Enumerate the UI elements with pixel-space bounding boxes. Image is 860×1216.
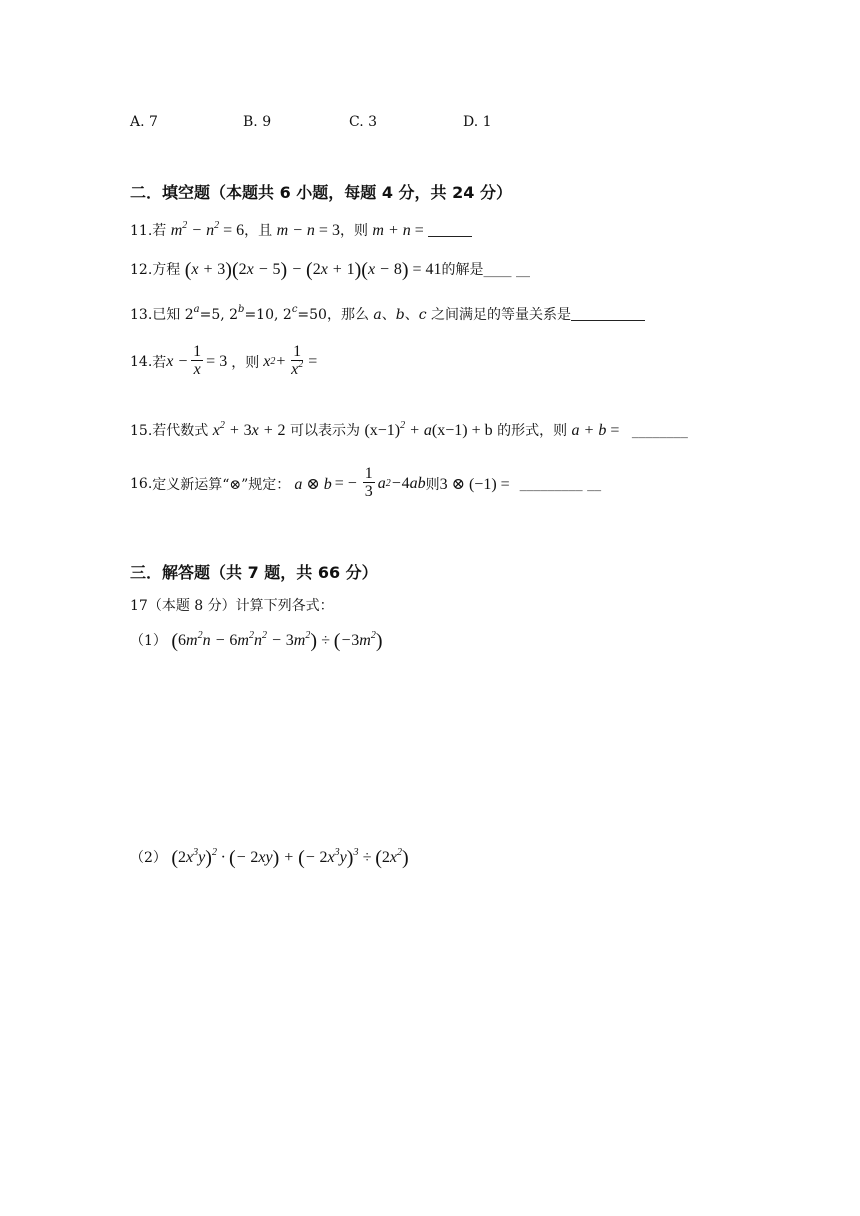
q15-answer-blank[interactable]: ________ (631, 423, 688, 439)
q11-eq1: $m^2 - n^2 = 6$ (170, 220, 245, 239)
q16-pre: 定义新运算“⊗”规定： (152, 476, 291, 493)
q15-pre: 若代数式 (152, 423, 209, 439)
q16-post: 则 (425, 476, 440, 493)
question-16 (130, 466, 601, 501)
q15-mid: 可以表示为 (289, 423, 360, 439)
section3-heading: 三．解答题（共 7 题，共 66 分） (130, 563, 378, 582)
q16-answer-blank[interactable]: _________ __ (519, 475, 602, 492)
q15-number: 15. (130, 423, 153, 439)
option-d: D. 1 (463, 114, 492, 130)
part2-expression: $(2x^3y)^2$ · (− 2xy) + (− $2x^3y)^3 \div (2x^2)$ (171, 847, 409, 869)
question-17-part1 (130, 630, 382, 653)
q11-eq3: m + n = (372, 222, 424, 239)
q15-post: 的形式，则 (497, 423, 568, 439)
q11-mid2: ，则 (339, 223, 368, 239)
q15-form: $(x-1)^2 + a(x-1) + b$ (364, 420, 493, 439)
q13-answer-blank[interactable] (571, 308, 645, 321)
q13-prefix: 13.已知 $2^a=5$, $2^b=10$, $2^c=50$ (130, 304, 327, 323)
q15-expression: $x^2 + 3x + 2$ (212, 420, 286, 439)
q11-number: 11. (130, 223, 153, 239)
q14-eq1: x − $\frac{1}{x}$ = 3 (166, 343, 228, 378)
q11-eq2: m − n = 3 (276, 222, 340, 239)
question-11 (130, 220, 472, 240)
q11-pre: 若 (152, 223, 167, 239)
option-a: A. 7 (130, 114, 158, 130)
q11-answer-blank[interactable] (428, 224, 472, 237)
q14-eq2: x 2 + $\frac{1}{x^2}$ = (263, 343, 318, 378)
q12-pre: 方程 (152, 262, 181, 278)
part2-label: （2） (130, 850, 167, 866)
q14-mid: ，则 (231, 354, 260, 371)
q12-number: 12. (130, 262, 153, 278)
option-b: B. 9 (243, 114, 272, 130)
question-17-intro: 17（本题 8 分）计算下列各式： (130, 598, 334, 614)
q12-post: 的解是 (441, 262, 484, 278)
q16-number: 16. (130, 475, 153, 492)
q11-mid1: ，且 (244, 223, 273, 239)
section2-heading: 二．填空题（本题共 6 小题，每题 4 分，共 24 分） (130, 183, 512, 202)
q12-equation: (x + 3)(2x − 5) − (2x + 1)(x − 8) = 41 (184, 259, 442, 281)
part1-expression: $(6m^2n - 6m^2n^2 - 3m^2) \div (-3m^2)$ (171, 630, 383, 652)
q16-definition: a ⊗ b = − $\frac{1}{3}$ a 2 − 4 ab (294, 465, 426, 500)
part1-label: （1） (130, 633, 167, 649)
q15-target: a + b = (571, 422, 620, 439)
question-13 (130, 304, 645, 324)
q16-target: 3 ⊗ (−1) = (439, 475, 510, 493)
question-12 (130, 259, 530, 282)
question-15 (130, 420, 688, 440)
question-17-part2 (130, 847, 409, 870)
question-14 (130, 344, 317, 379)
q12-answer-blank[interactable]: ____ __ (483, 262, 530, 278)
option-c: C. 3 (349, 114, 378, 130)
q14-pre: 若 (152, 354, 167, 371)
q13-tail: ，那么 a、b、c 之间满足的等量关系是 (326, 307, 572, 323)
q14-number: 14. (130, 353, 153, 370)
